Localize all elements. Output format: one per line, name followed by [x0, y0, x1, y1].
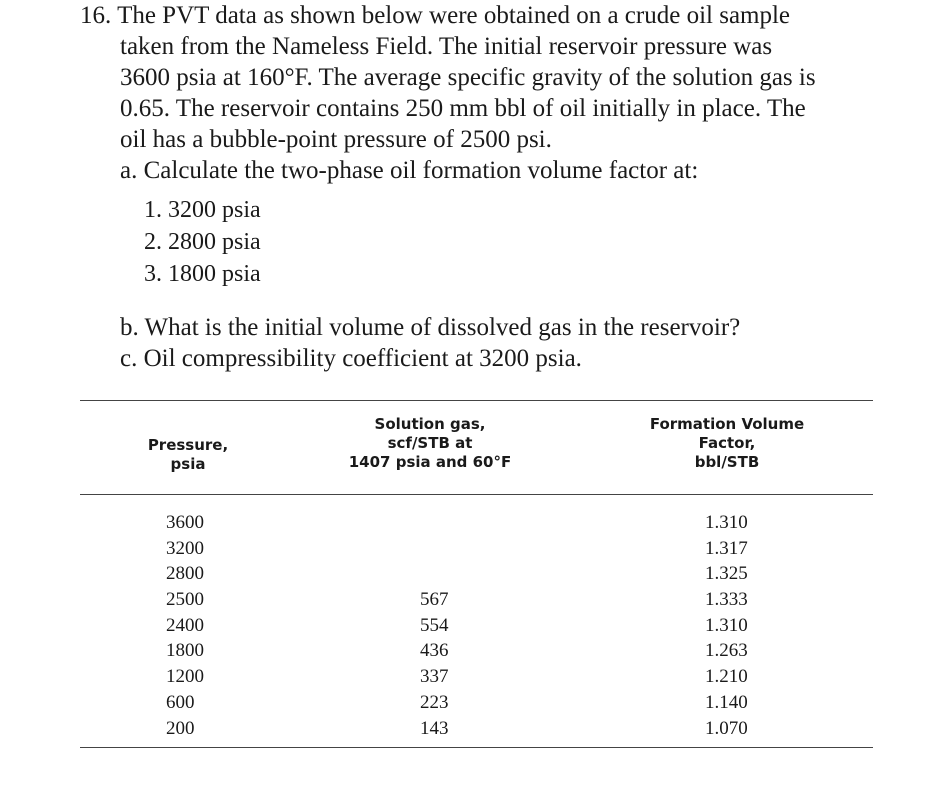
cell-pressure: 2500: [166, 589, 204, 611]
cell-pressure: 3200: [166, 537, 204, 559]
table-row: [80, 536, 873, 562]
part-a-question: a. Calculate the two-phase oil formation volume factor at:: [120, 157, 699, 184]
cell-fvf: 1.317: [705, 537, 748, 559]
cell-fvf: 1.310: [705, 512, 748, 533]
header-text: Solution gas,: [374, 415, 486, 433]
problem-line-1: [80, 0, 880, 31]
cell-pressure: 3600: [166, 512, 204, 533]
part-b-question: b. What is the initial volume of dissolved gas in the reservoir?: [120, 314, 741, 341]
problem-statement: [80, 0, 880, 374]
cell-solution-gas: 567: [420, 589, 449, 611]
table-bottom-rule: [80, 747, 873, 748]
table-row: [80, 690, 873, 716]
cell-fvf: 1.325: [705, 563, 748, 585]
cell-solution-gas: 554: [420, 614, 449, 636]
cell-pressure: 1200: [166, 666, 204, 688]
part-a-list: [80, 194, 880, 290]
intro-line: The PVT data as shown below were obtained on a crude oil sample: [117, 2, 791, 29]
parts-b-c: [80, 312, 880, 374]
cell-pressure: 2800: [166, 563, 204, 585]
part-a-item: 2. 2800 psia: [144, 229, 261, 255]
header-solution-gas: [330, 415, 530, 472]
part-c-question: c. Oil compressibility coefficient at 3200 psia.: [120, 345, 582, 372]
cell-pressure: 200: [166, 717, 195, 739]
part-a-item: 1. 3200 psia: [144, 197, 261, 223]
cell-fvf: 1.333: [705, 589, 748, 611]
header-text: Factor,: [698, 434, 756, 452]
cell-fvf: 1.263: [705, 640, 748, 662]
table-row: [80, 587, 873, 613]
table-row: [80, 613, 873, 639]
intro-line: taken from the Nameless Field. The initial reservoir pressure was: [120, 33, 773, 60]
intro-line: 3600 psia at 160°F. The average specific gravity of the solution gas is: [120, 64, 816, 91]
table-row: [80, 510, 873, 536]
cell-fvf: 1.070: [705, 717, 748, 739]
cell-solution-gas: 436: [420, 640, 449, 662]
intro-line: oil has a bubble-point pressure of 2500 psi.: [120, 126, 552, 153]
header-text: bbl/STB: [694, 453, 760, 471]
cell-fvf: 1.310: [705, 614, 748, 636]
pvt-table: [80, 400, 873, 748]
problem-number: 16.: [80, 2, 112, 29]
cell-solution-gas: 223: [420, 691, 449, 713]
table-row: [80, 716, 873, 742]
header-text: scf/STB at: [387, 434, 473, 452]
cell-pressure: 600: [166, 691, 195, 713]
cell-pressure: 2400: [166, 614, 204, 636]
intro-line: 0.65. The reservoir contains 250 mm bbl of oil initially in place. The: [120, 95, 806, 122]
header-fvf: [620, 415, 834, 472]
header-text: Pressure,: [147, 436, 229, 454]
header-text: 1407 psia and 60°F: [348, 453, 512, 471]
part-a-item: 3. 1800 psia: [144, 261, 261, 287]
table-row: [80, 664, 873, 690]
header-pressure: [128, 436, 248, 474]
table-row: [80, 638, 873, 664]
cell-fvf: 1.210: [705, 666, 748, 688]
header-text: psia: [170, 455, 206, 473]
cell-solution-gas: 337: [420, 666, 449, 688]
header-text: Formation Volume: [649, 415, 805, 433]
cell-pressure: 1800: [166, 640, 204, 662]
table-row: [80, 561, 873, 587]
table-body: [80, 495, 873, 747]
table-header: [80, 401, 873, 494]
cell-solution-gas: 143: [420, 717, 449, 739]
cell-fvf: 1.140: [705, 691, 748, 713]
